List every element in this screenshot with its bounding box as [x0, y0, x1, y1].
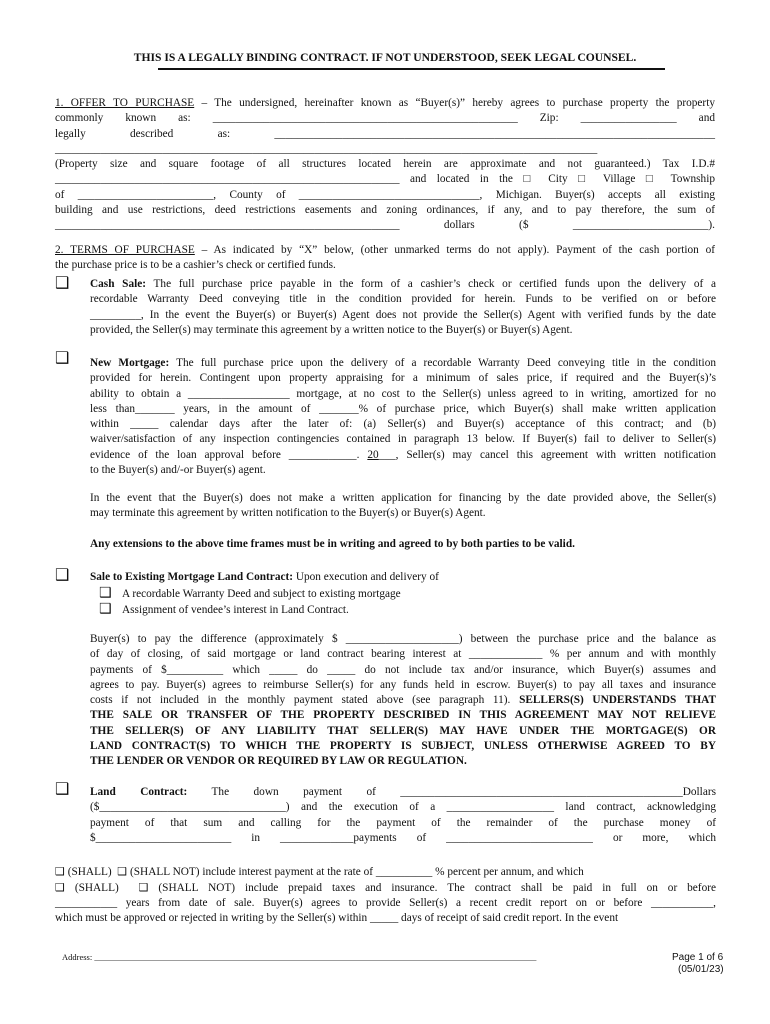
new-mortgage-line-5: within _____ calendar days after the later of: (a) Seller(s) and Buyer(s) acceptance of this contract; and (b): [90, 418, 716, 431]
sale-existing-label: Sale to Existing Mortgage Land Contract:: [90, 571, 294, 583]
address-label: Address:: [62, 952, 93, 962]
sale-existing-heading: Sale to Existing Mortgage Land Contract: Upon execution and delivery of: [90, 571, 439, 583]
new-mortgage-line-4: less than_______ years, in the amount of _______% of purchase price, which Buyer(s) shall make written application: [90, 402, 716, 415]
cash-sale-line-3: _________, In the event the Buyer(s) or Buyer(s) Agent does not provide the Seller(s) Agent with verified funds by the date: [90, 308, 716, 321]
sale-existing-line-5: costs if not included in the monthly payment stated above (see paragraph 11). SELLERS(S) UNDERSTANDS THAT: [90, 694, 717, 707]
land-contract-checkbox[interactable]: ❑: [55, 779, 70, 798]
offer-line-6: _____________________________________________________________ and located in the □ City □ Village □ Township: [55, 173, 715, 186]
shall-not-taxes-text: (SHALL NOT) include prepaid taxes and insurance. The contract shall be paid in full on or before: [158, 882, 716, 894]
new-mortgage-line-2: provided for herein. Contingent upon property appraising for a minimum of sales price, if required and the Buyer(s)’s: [90, 372, 716, 385]
footer-address: [62, 950, 536, 965]
offer-line-8: building and use restrictions, deed restrictions easements and zoning ordinances, if any, and to pay therefore, the sum of: [55, 204, 715, 217]
title-underline: [158, 68, 665, 70]
sale-existing-line-1: Buyer(s) to pay the difference (approximately $ ____________________) between the purchase price and the balance as: [90, 633, 716, 645]
shall-not-interest-checkbox[interactable]: ❑: [117, 865, 128, 878]
year-prefix: 20: [367, 448, 379, 461]
page-title: THIS IS A LEGALLY BINDING CONTRACT. IF NOT UNDERSTOOD, SEEK LEGAL COUNSEL.: [133, 51, 637, 64]
new-mortgage-line-7: evidence of the loan approval before ____________. 20___, Seller(s) may cancel this agreement with written notification: [90, 448, 716, 461]
sale-existing-line-4: agrees to pay. Buyer(s) agrees to reimburse Seller(s) for any funds held in escrow. Buyer(s) to pay all taxes and insurance: [90, 678, 716, 691]
warranty-deed-option: A recordable Warranty Deed and subject to existing mortgage: [122, 588, 401, 600]
extensions-note: Any extensions to the above time frames must be in writing and agreed to by both parties to be valid.: [90, 538, 575, 550]
new-mortgage-paragraph-2: [90, 491, 716, 522]
offer-line-1: 1. OFFER TO PURCHASE – The undersigned, hereinafter known as “Buyer(s)” hereby agrees to purchase property the property: [55, 97, 715, 109]
section-heading-offer: 1. OFFER TO PURCHASE: [55, 97, 195, 109]
interest-line-1: [55, 864, 584, 880]
address-line: ________________________________________________________________________________________________________: [94, 952, 537, 962]
new-mortgage-line-3: ability to obtain a __________________ mortgage, at no cost to the Seller(s) unless agreed to in writing, amortized for no: [90, 387, 716, 400]
shall-interest-checkbox[interactable]: ❑: [55, 865, 65, 878]
cash-sale-line-4: provided, the Seller(s) may terminate this agreement by a written notice to the Buyer(s) or Buyer(s) Agent.: [90, 323, 573, 336]
shall-interest-label: (SHALL): [67, 866, 112, 878]
offer-line-5: (Property size and square footage of all structures located herein are approximate and not guaranteed.) Tax I.D.#: [55, 158, 715, 171]
sale-existing-checkbox[interactable]: ❑: [55, 565, 70, 584]
revision-date: (05/01/23): [678, 964, 724, 975]
shall-not-interest-text: (SHALL NOT) include interest payment at the rate of __________ % percent per annum, and which: [130, 866, 584, 878]
section-heading-terms: 2. TERMS OF PURCHASE: [55, 244, 195, 256]
cash-sale-label: Cash Sale:: [90, 278, 147, 290]
land-contract-line-1: Land Contract: The down payment of __________________________________________________Dollars: [90, 786, 716, 798]
page-number: Page 1 of 6: [672, 952, 724, 963]
land-contract-line-4: $________________________ in _____________payments of __________________________ or more, which: [90, 831, 716, 844]
land-contract-line-3: payment of that sum and calling for the payment of the remainder of the purchase money of: [90, 816, 716, 829]
cash-sale-checkbox[interactable]: ❑: [55, 273, 70, 292]
offer-line-3: legally described as: ______________________________________________________________________________: [55, 127, 715, 140]
land-contract-paragraph: [90, 785, 716, 846]
sale-existing-line-3: payments of $__________ which _____ do _____ do not include tax and/or insurance, which Buyer(s) assumes and: [90, 663, 716, 676]
sale-existing-bold-4: THE LENDER OR VENDOR OR REQUIRED BY LAW OR REGULATION.: [90, 755, 467, 768]
shall-taxes-checkbox[interactable]: ❑: [55, 881, 65, 894]
section-terms-of-purchase: [55, 243, 715, 274]
sale-existing-line-2: of day of closing, of said mortgage or land contract bearing interest at _____________ % per annum and with monthly: [90, 648, 716, 661]
assignment-checkbox[interactable]: ❑: [99, 601, 112, 617]
new-mortgage-label: New Mortgage:: [90, 357, 170, 369]
new-mortgage-para2-line-2: may terminate this agreement by written notification to the Buyer(s) or Buyer(s) Agent.: [90, 507, 486, 520]
interest-line-3: ___________ years from date of sale. Buyer(s) agrees to provide Seller(s) a recent credit report on or before ___________,: [55, 897, 716, 909]
new-mortgage-line-6: waiver/satisfaction of any inspection contingencies contained in paragraph 13 below. If Buyer(s) fail to deliver to Seller(s): [90, 433, 716, 446]
land-contract-line-2: ($_________________________________) and the execution of a ___________________ land contract, acknowledging: [90, 801, 716, 814]
sale-existing-bold-2: THE SELLER(S) OF ANY LIABILITY THAT SELLER(S) MAY HAVE UNDER THE MORTGAGE(S) OR: [90, 724, 716, 737]
shall-not-taxes-checkbox[interactable]: ❑: [138, 881, 149, 894]
sale-existing-bold-1: THE SALE OR TRANSFER OF THE PROPERTY DESCRIBED IN THIS AGREEMENT MAY NOT RELIEVE: [90, 709, 716, 722]
new-mortgage-line-1: New Mortgage: The full purchase price upon the delivery of a recordable Warranty Deed conveying title in the condition: [90, 357, 716, 369]
offer-line-9: _____________________________________________________________ dollars ($ ________________________).: [55, 219, 715, 232]
cash-sale-paragraph: [90, 277, 716, 338]
offer-line-2: commonly known as: ______________________________________________________ Zip: _________________ and: [55, 112, 715, 125]
terms-line-2: the purchase price is to be a cashier’s check or certified funds.: [55, 259, 336, 272]
new-mortgage-paragraph: [90, 356, 716, 478]
new-mortgage-line-8: to the Buyer(s) and/-or Buyer(s) agent.: [90, 464, 266, 477]
shall-taxes-label: (SHALL): [74, 882, 119, 894]
interest-line-2: [55, 880, 716, 896]
section-offer-to-purchase: [55, 96, 715, 234]
sale-existing-bold-3: LAND CONTRACT(S) TO WHICH THE PROPERTY IS SUBJECT, UNLESS OTHERWISE AGREED TO BY: [90, 740, 716, 753]
cash-sale-line-2: recordable Warranty Deed conveying title in the condition provided for herein. Funds to be verified on or before: [90, 293, 716, 306]
warranty-deed-checkbox[interactable]: ❑: [99, 585, 112, 601]
new-mortgage-para2-line-1: In the event that the Buyer(s) does not make a written application for financing by the date provided above, the Seller(s): [90, 492, 716, 504]
sale-existing-paragraph: [90, 632, 716, 770]
interest-line-4: which must be approved or rejected in writing by the Seller(s) within _____ days of receipt of said credit report. In the event: [55, 912, 619, 925]
offer-line-7: of ________________________, County of ________________________________, Michigan. Buyer(s) accepts all existing: [55, 188, 715, 201]
cash-sale-line-1: Cash Sale: The full purchase price payable in the form of a cashier’s check or certified funds upon the delivery of a: [90, 278, 716, 290]
interest-tail: [55, 896, 716, 927]
assignment-option: Assignment of vendee’s interest in Land Contract.: [122, 604, 349, 616]
land-contract-label: Land Contract:: [90, 786, 188, 798]
terms-line-1: 2. TERMS OF PURCHASE – As indicated by “X” below, (other unmarked terms do not apply). Payment of the cash portion of: [55, 244, 715, 256]
new-mortgage-checkbox[interactable]: ❑: [55, 348, 70, 367]
offer-line-4: ________________________________________________________________________________________________: [55, 142, 598, 155]
